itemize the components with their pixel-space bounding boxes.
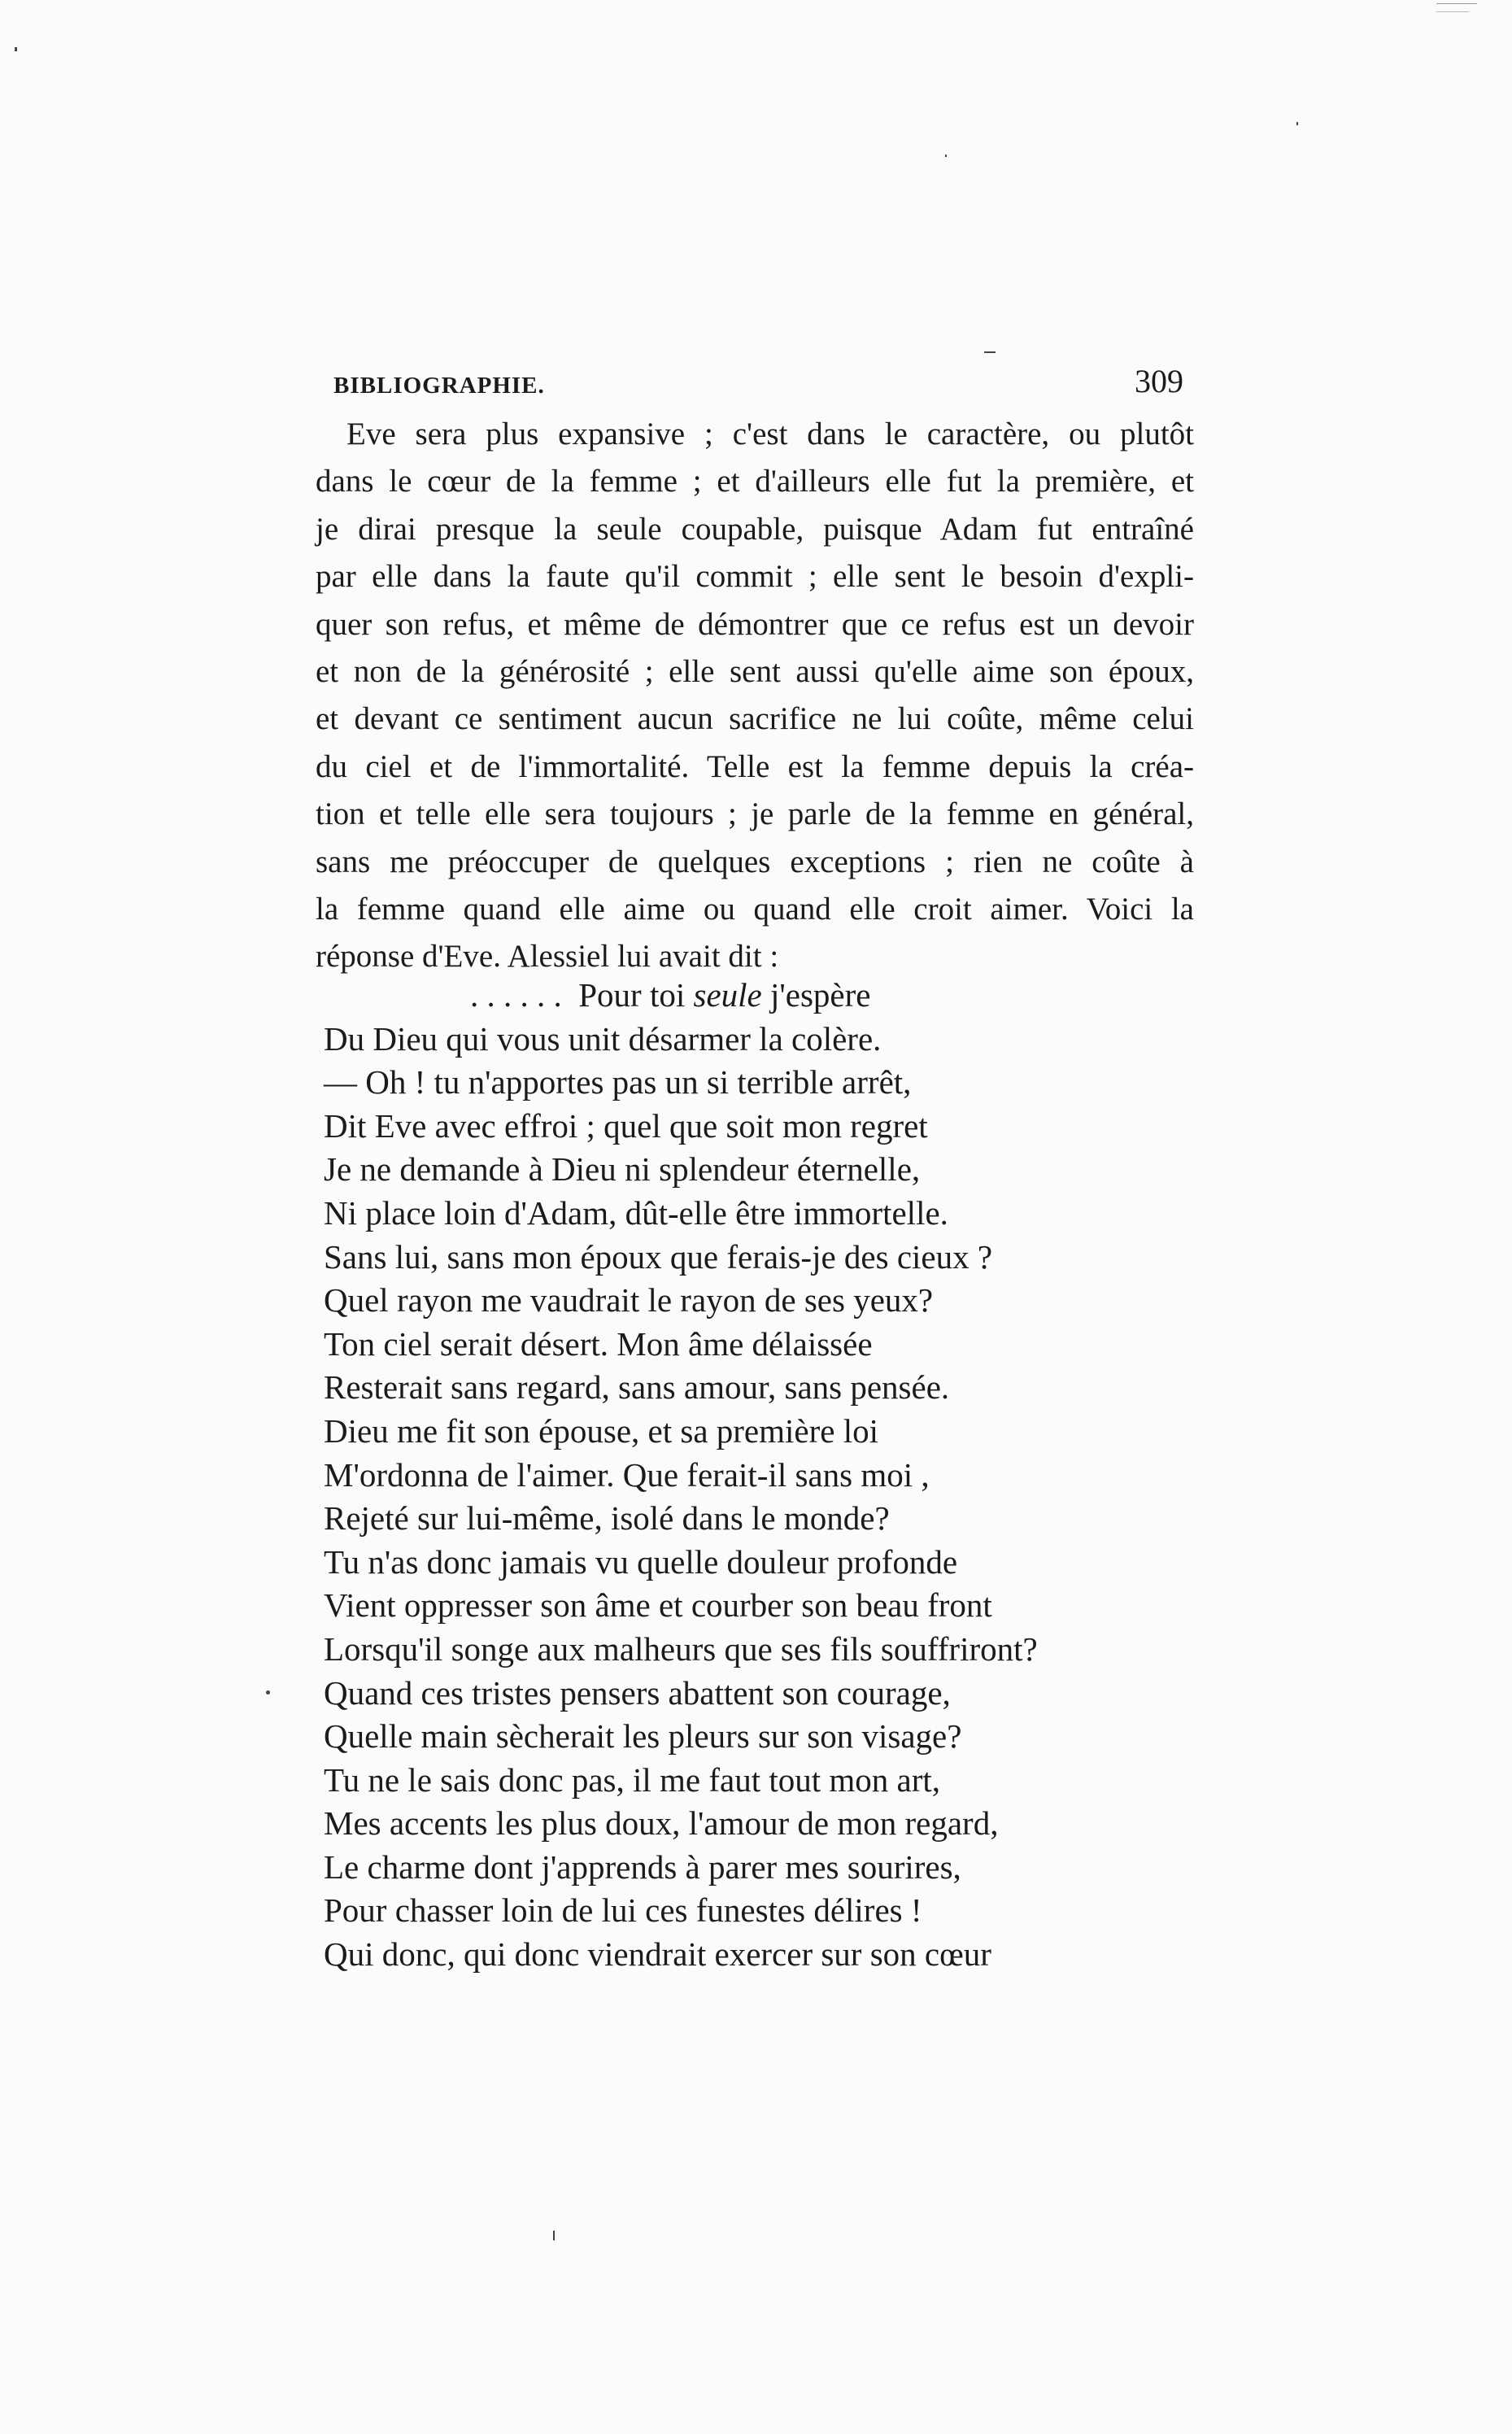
verse-line: Tu ne le sais donc pas, il me faut tout mon art, xyxy=(324,1760,941,1799)
verse-line: Lorsqu'il songe aux malheurs que ses fils souffriront? xyxy=(324,1629,1038,1668)
scan-speck xyxy=(1296,122,1298,125)
verse-lead-emphasis: seule xyxy=(693,976,762,1014)
prose-line: la femme quand elle aime ou quand elle croit aimer. Voici la xyxy=(316,892,1194,927)
prose-line: Eve sera plus expansive ; c'est dans le caractère, ou plutôt xyxy=(346,417,1194,451)
verse-line: — Oh ! tu n'apportes pas un si terrible arrêt, xyxy=(324,1063,912,1101)
prose-line: réponse d'Eve. Alessiel lui avait dit : xyxy=(316,939,779,975)
verse-quotation xyxy=(324,974,1218,1977)
prose-line: et devant ce sentiment aucun sacrifice ne lui coûte, même celui xyxy=(316,701,1194,737)
verse-line: Du Dieu qui vous unit désarmer la colère. xyxy=(324,1019,882,1058)
verse-line: Quand ces tristes pensers abattent son courage, xyxy=(324,1673,951,1712)
verse-line: Dit Eve avec effroi ; quel que soit mon regret xyxy=(324,1106,928,1145)
verse-line: Resterait sans regard, sans amour, sans pensée. xyxy=(324,1368,950,1407)
verse-line: Ton ciel serait désert. Mon âme délaissée xyxy=(324,1324,873,1363)
verse-line: Quelle main sècherait les pleurs sur son visage? xyxy=(324,1717,962,1756)
prose-line: quer son refus, et même de démontrer que ce refus est un devoir xyxy=(316,606,1194,642)
verse-line: Vient oppresser son âme et courber son beau front xyxy=(324,1586,992,1625)
verse-line: M'ordonna de l'aimer. Que ferait-il sans moi , xyxy=(324,1455,930,1494)
scan-edge xyxy=(1436,3,1477,4)
verse-line: Mes accents les plus doux, l'amour de mon regard, xyxy=(324,1804,999,1843)
verse-line: Le charme dont j'apprends à parer mes sourires, xyxy=(324,1847,961,1886)
prose-line: sans me préoccuper de quelques exceptions ; rien ne coûte à xyxy=(316,844,1194,879)
verse-line: Rejeté sur lui-même, isolé dans le monde? xyxy=(324,1499,890,1538)
verse-line: Je ne demande à Dieu ni splendeur éternelle, xyxy=(324,1150,921,1189)
verse-line: Sans lui, sans mon époux que ferais-je des cieux ? xyxy=(324,1237,993,1276)
verse-line: Quel rayon me vaudrait le rayon de ses yeux? xyxy=(324,1281,934,1320)
ellipsis-dots: . . . . . . xyxy=(470,976,562,1014)
prose-line: par elle dans la faute qu'il commit ; elle sent le besoin d'expli- xyxy=(316,559,1194,595)
prose-line: tion et telle elle sera toujours ; je parle de la femme en général, xyxy=(316,796,1194,832)
scan-speck xyxy=(553,2231,555,2240)
verse-lead-end: j'espère xyxy=(761,976,871,1014)
verse-lead-text: Pour toi xyxy=(578,976,694,1014)
scan-speck xyxy=(266,1690,270,1695)
running-head: BIBLIOGRAPHIE. xyxy=(333,373,545,399)
scan-speck xyxy=(945,155,947,157)
prose-line: du ciel et de l'immortalité. Telle est la femme depuis la créa- xyxy=(316,748,1194,784)
scan-speck xyxy=(15,47,17,51)
verse-line: Pour chasser loin de lui ces funestes délires ! xyxy=(324,1891,922,1930)
page-number: 309 xyxy=(1135,363,1183,399)
prose-line: je dirai presque la seule coupable, puisque Adam fut entraîné xyxy=(316,511,1194,547)
verse-line: Qui donc, qui donc viendrait exercer sur son cœur xyxy=(324,1935,991,1974)
scan-speck xyxy=(984,351,996,353)
verse-line: Tu n'as donc jamais vu quelle douleur profonde xyxy=(324,1542,958,1581)
verse-lead-line xyxy=(324,974,1218,1018)
verse-line: Dieu me fit son épouse, et sa première loi xyxy=(324,1411,878,1450)
scan-edge xyxy=(1436,11,1469,12)
verse-line: Ni place loin d'Adam, dût-elle être immortelle. xyxy=(324,1193,948,1232)
prose-line: et non de la générosité ; elle sent aussi qu'elle aime son époux, xyxy=(316,654,1194,690)
prose-line: dans le cœur de la femme ; et d'ailleurs elle fut la première, et xyxy=(316,464,1194,499)
prose-paragraph xyxy=(316,411,1194,981)
